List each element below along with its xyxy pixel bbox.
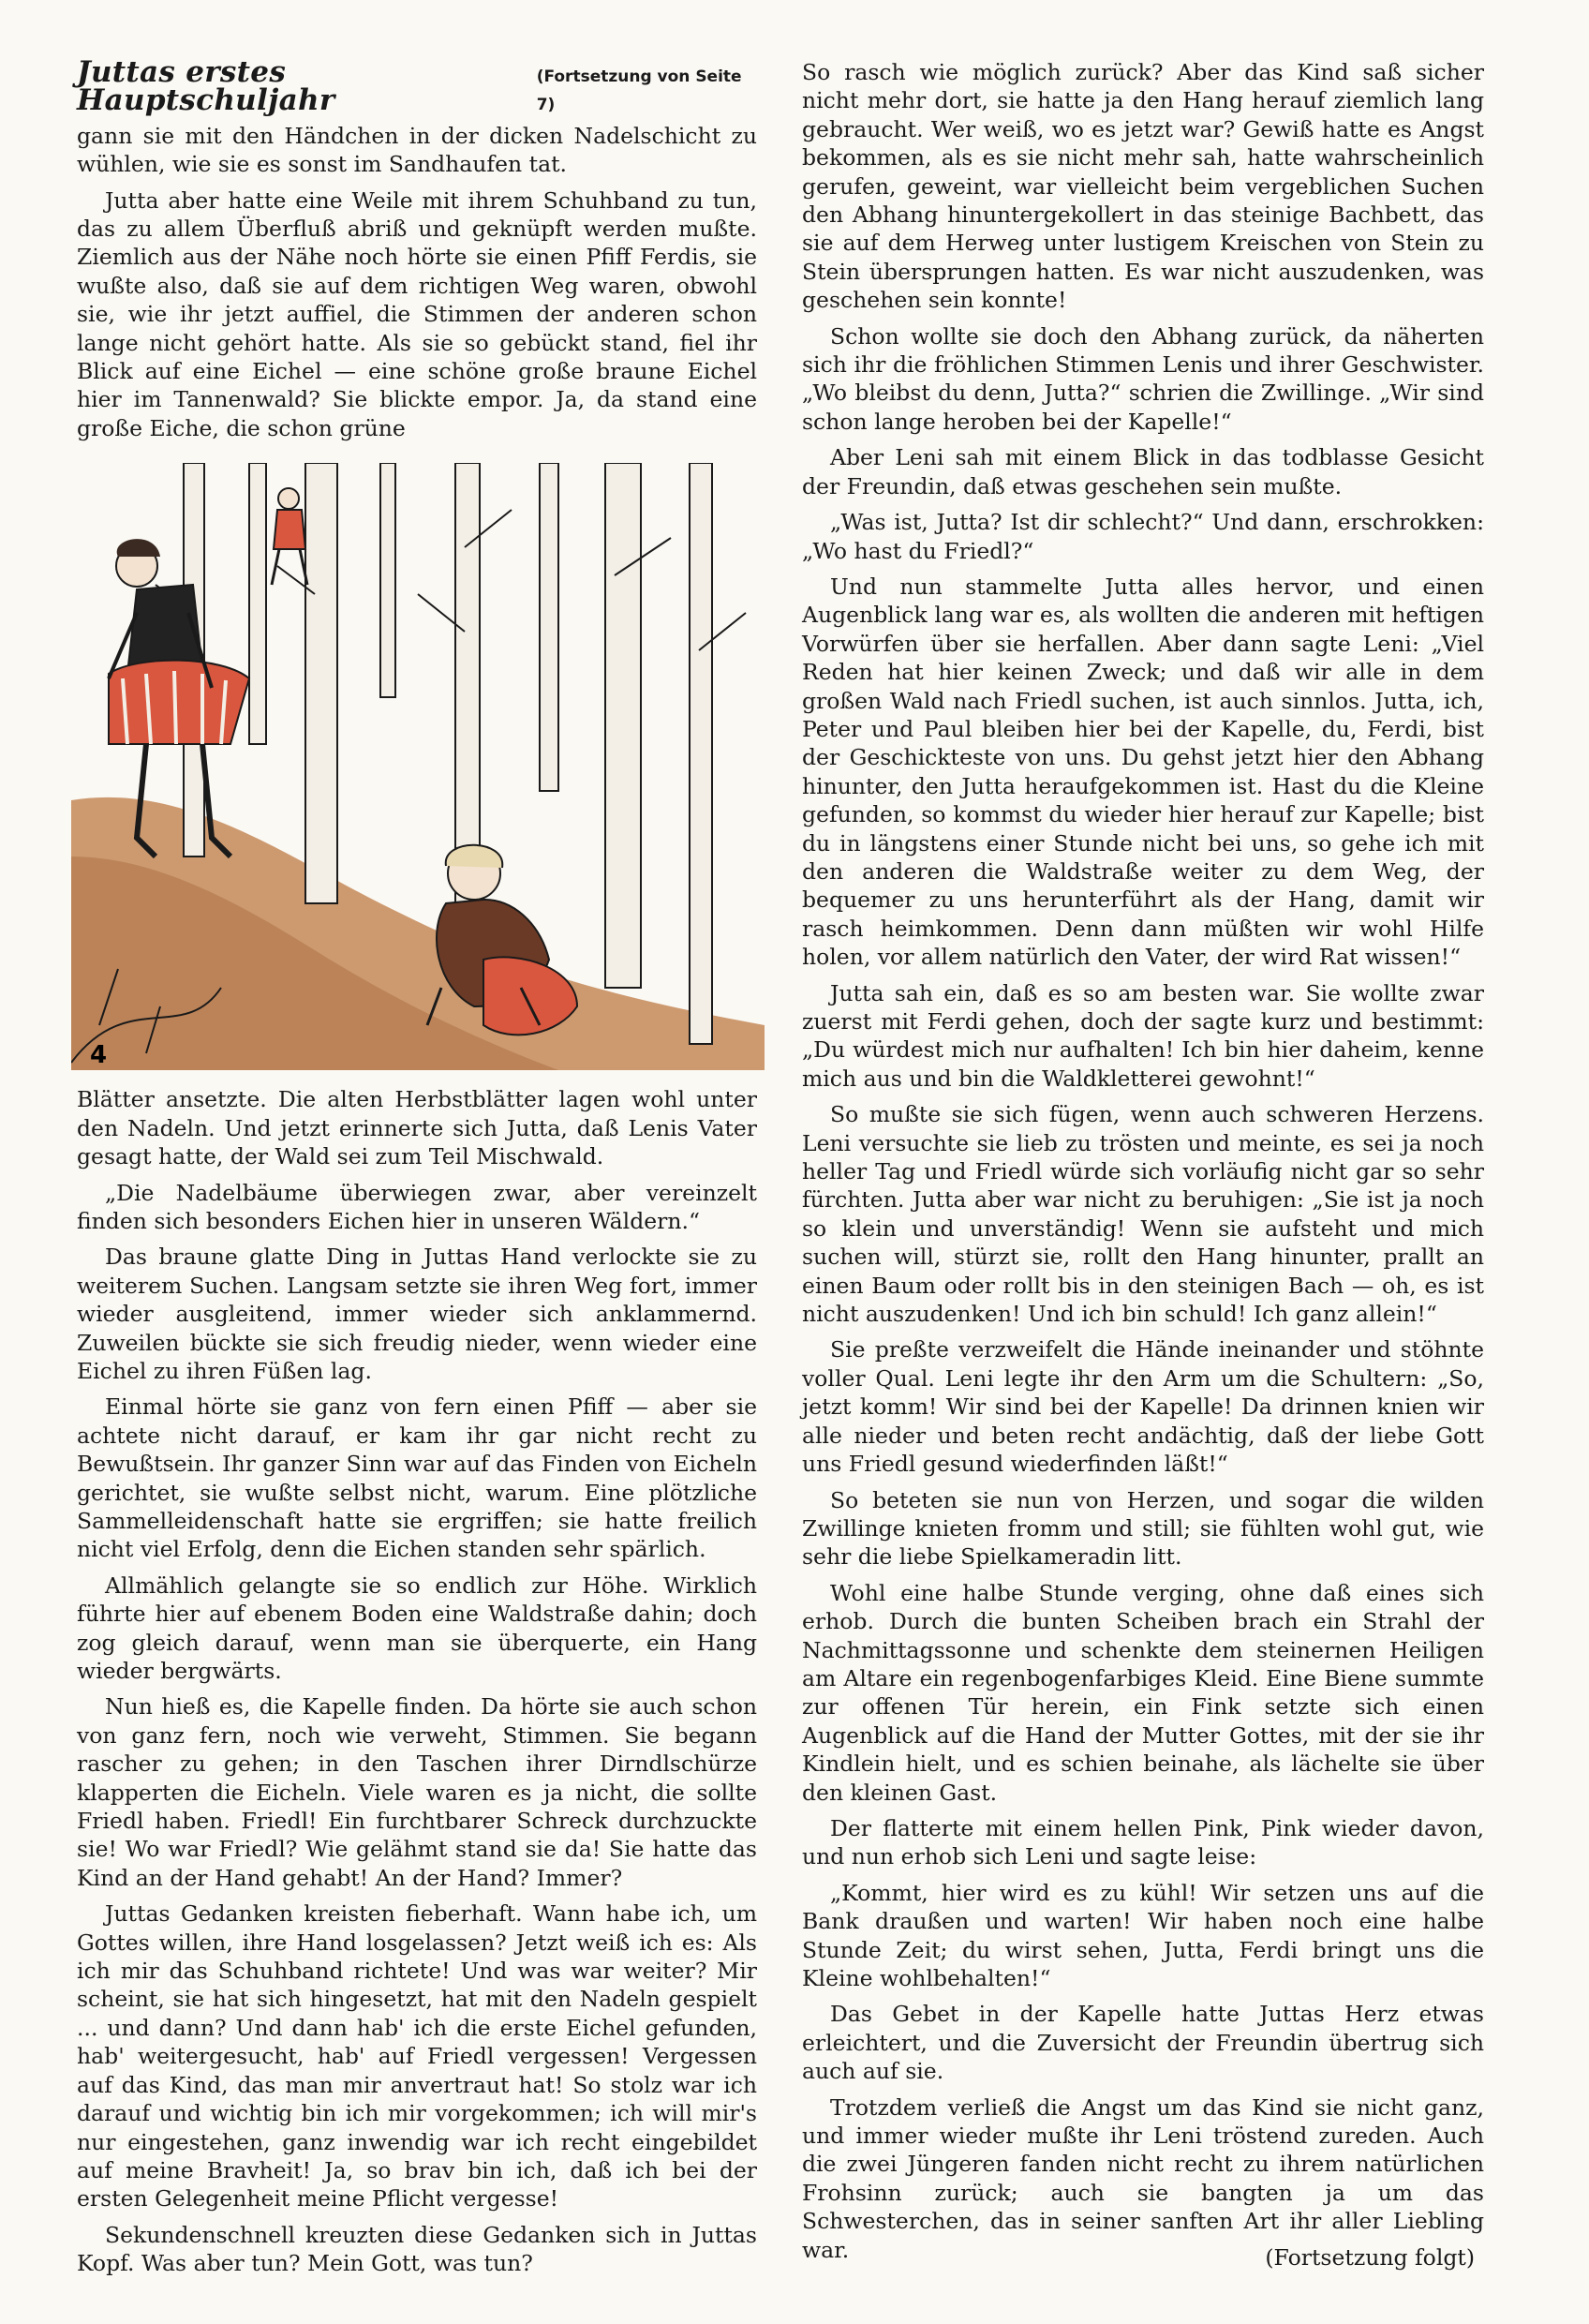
paragraph: Das braune glatte Ding in Juttas Hand verlockte sie zu weiterem Suchen. Langsam setzte sie ihren Weg fort, immer wieder ausgleitend, immer wieder sich anklammernd. Zuweilen bückte sie sich freudig nieder, wenn wieder eine Eichel zu ihren Füßen lag. (77, 1244, 757, 1384)
paragraph: gann sie mit den Händchen in der dicken Nadelschicht zu wühlen, wie sie es sonst im Sandhaufen tat. (77, 122, 757, 178)
paragraph: Jutta sah ein, daß es so am besten war. Sie wollte zwar zuerst mit Ferdi gehen, doch der sagte kurz und bestimmt: „Du würdest mich nur aufhalten! Ich bin hier daheim, kenne mich aus und bin die Waldkletterei gewohnt!“ (802, 979, 1484, 1092)
article-header (77, 55, 757, 120)
paragraph: Schon wollte sie doch den Abhang zurück, da näherten sich ihr die fröhlichen Stimmen Lenis und ihrer Geschwister. „Wo bleibst du denn, Jutta?“ schrien die Zwillinge. „Wir sind schon lange heroben bei der Kapelle!“ (802, 322, 1484, 435)
forest-illustration (71, 463, 765, 1070)
to-be-continued-note: (Fortsetzung folgt) (1265, 2244, 1475, 2272)
paragraph: So beteten sie nun von Herzen, und sogar die wilden Zwillinge knieten fromm und still; sie fühlten wohl gut, wie sehr die liebe Spielkameradin litt. (802, 1486, 1484, 1571)
boy-figure (272, 488, 307, 585)
paragraph: „Die Nadelbäume überwiegen zwar, aber vereinzelt finden sich besonders Eichen hier in unseren Wäldern.“ (77, 1179, 757, 1234)
paragraph: Nun hieß es, die Kapelle finden. Da hörte sie auch schon von ganz fern, noch wie verweht, Stimmen. Sie begann rascher zu gehen; in den Taschen ihrer Dirndlschürze klapperten die Eicheln. Viele waren es ja nicht, die sollte Friedl haben. Friedl! Ein furchtbarer Schreck durchzuckte sie! Wo war Friedl? Wie gelähmt stand sie da! Sie hatte das Kind an der Hand gehabt! An der Hand? Immer? (77, 1693, 757, 1891)
paragraph: Juttas Gedanken kreisten fieberhaft. Wann habe ich, um Gottes willen, ihre Hand losgelassen? Jetzt weiß ich es: Als ich mir das Schuhband richtete! Und was war weiter? Mir scheint, sie hat sich hingesetzt, hat mit den Nadeln gespielt ... und dann? Und dann hab' ich die erste Eichel gefunden, hab' weitergesucht, hab' auf Friedl vergessen! Vergessen auf das Kind, das man mir anvertraut hat! So stolz war ich darauf und wichtig bin ich mir vorgekommen; ich will mir's nur eingestehen, ganz inwendig war ich recht eingebildet auf meine Bravheit! Ja, so brav bin ich, daß ich bei der ersten Gelegenheit meine Pflicht vergesse! (77, 1900, 757, 2212)
paragraph: Trotzdem verließ die Angst um das Kind sie nicht ganz, und immer wieder mußte ihr Leni tröstend zureden. Auch die zwei Jüngeren fanden nicht recht zu ihrem natürlichen Frohsinn zurück; auch sie bangten ja um das Schwesterchen, das in seiner sanften Art ihr aller Liebling war. (802, 2093, 1484, 2263)
paragraph: Aber Leni sah mit einem Blick in das todblasse Gesicht der Freundin, daß etwas geschehen sein mußte. (802, 444, 1484, 499)
paragraph: Allmählich gelangte sie so endlich zur Höhe. Wirklich führte hier auf ebenem Boden eine Waldstraße dahin; doch zog gleich darauf, wenn man sie überquerte, ein Hang wieder bergwärts. (77, 1572, 757, 1684)
paragraph: Der flatterte mit einem hellen Pink, Pink wieder davon, und nun erhob sich Leni und sagte leise: (802, 1814, 1484, 1870)
paragraph: „Kommt, hier wird es zu kühl! Wir setzen uns auf die Bank draußen und warten! Wir haben noch eine halbe Stunde Zeit; du wirst sehen, Jutta, Ferdi bringt uns die Kleine wohlbehalten!“ (802, 1879, 1484, 1991)
paragraph: So rasch wie möglich zurück? Aber das Kind saß sicher nicht mehr dort, sie hatte ja den Hang herauf ziemlich lang gebraucht. Wer weiß, wo es jetzt war? Gewiß hatte es Angst bekommen, als es sie nicht mehr sah, hatte wahrscheinlich gerufen, geweint, war vielleicht beim vergeblichen Suchen den Abhang hinuntergekollert in das steinige Bachbett, das sie auf dem Herweg unter lustigem Kreischen von Stein zu Stein übersprungen hatten. Es war nicht auszudenken, was geschehen sein konnte! (802, 59, 1484, 314)
artist-mark: 4 (90, 1041, 108, 1070)
continuation-note: (Fortsetzung von Seite 7) (536, 67, 742, 115)
paragraph: Sekundenschnell kreuzten diese Gedanken sich in Juttas Kopf. Was aber tun? Mein Gott, was tun? (77, 2221, 757, 2277)
paragraph: So mußte sie sich fügen, wenn auch schweren Herzens. Leni versuchte sie lieb zu trösten und meinte, es sei ja noch heller Tag und Friedl würde sich vorläufig nicht gar so sehr fürchten. Jutta aber war nicht zu beruhigen: „Sie ist ja noch so klein und unverständig! Wenn sie aufsteht und mich suchen will, stürzt sie, rollt den Hang hinunter, prallt an einen Baum oder rollt bis in den steinigen Bach — oh, es ist nicht auszudenken! Und ich bin schuld! Ich ganz allein!“ (802, 1101, 1484, 1328)
paragraph: Das Gebet in der Kapelle hatte Juttas Herz etwas erleichtert, und die Zuversicht der Freundin übertrug sich auch auf sie. (802, 2001, 1484, 2085)
paragraph: „Was ist, Jutta? Ist dir schlecht?“ Und dann, erschrokken: „Wo hast du Friedl?“ (802, 509, 1484, 564)
article-title: Juttas erstes Hauptschuljahr (77, 55, 335, 118)
paragraph: Jutta aber hatte eine Weile mit ihrem Schuhband zu tun, das zu allem Überfluß abriß und geknüpft werden mußte. Ziemlich aus der Nähe noch hörte sie einen Pfiff Ferdis, sie wußte also, daß sie auf dem richtigen Weg waren, obwohl sie, wie ihr jetzt auffiel, die Stimmen der anderen schon lange nicht gehört hatte. Als sie so gebückt stand, fiel ihr Blick auf eine Eichel — eine schöne große braune Eichel hier im Tannenwald? Sie blickte empor. Ja, da stand eine große Eiche, die schon grüne (77, 186, 757, 441)
paragraph: Und nun stammelte Jutta alles hervor, und einen Augenblick lang war es, als wollten die anderen mit heftigen Vorwürfen über sie herfallen. Aber dann sagte Leni: „Viel Reden hat hier keinen Zweck; und daß wir alle in dem großen Wald nach Friedl suchen, ist auch sinnlos. Jutta, ich, Peter und Paul bleiben hier bei der Kapelle, du, Ferdi, bist der Geschickteste von uns. Du gehst jetzt hier den Abhang hinunter, den Jutta heraufgekommen ist. Hast du die Kleine gefunden, so kommst du wieder hier herauf zur Kapelle; bist du in längstens einer Stunde nicht bei uns, so gehe ich mit den anderen die Waldstraße weiter zu dem Weg, der bequemer zu uns herunterführt als der Hang, damit wir rasch heimkommen. Denn dann müßten wir wohl Hilfe holen, vor allem natürlich den Vater, der wird Rat wissen!“ (802, 573, 1484, 971)
paragraph: Wohl eine halbe Stunde verging, ohne daß eines sich erhob. Durch die bunten Scheiben brach ein Strahl der Nachmittagssonne und schenkte dem steinernen Heiligen am Altare ein regenbogenfarbiges Kleid. Eine Biene summte zur offenen Tür herein, ein Fink setzte sich einen Augenblick auf die Hand der Mutter Gottes, mit der sie ihr Kindlein hielt, und es schien beinahe, als lächelte sie über den kleinen Gast. (802, 1579, 1484, 1806)
right-column (802, 58, 1484, 2279)
paragraph: Einmal hörte sie ganz von fern einen Pfiff — aber sie achtete nicht darauf, er kam ihr gar nicht recht zu Bewußtsein. Ihr ganzer Sinn war auf das Finden von Eicheln gerichtet, sie wußte selbst nicht, warum. Eine plötzliche Sammelleidenschaft hatte sie ergriffen; sie hatte freilich nicht viel Erfolg, denn die Eichen standen sehr spärlich. (77, 1393, 757, 1563)
paragraph: Blätter ansetzte. Die alten Herbstblätter lagen wohl unter den Nadeln. Und jetzt erinnerte sich Jutta, daß Lenis Vater gesagt hatte, der Wald sei zum Teil Mischwald. (77, 1086, 757, 1170)
paragraph: Sie preßte verzweifelt die Hände ineinander und stöhnte voller Qual. Leni legte ihr den Arm um die Schultern: „So, jetzt komm! Wir sind bei der Kapelle! Da drinnen knien wir alle nieder und beten recht andächtig, daß der liebe Gott uns Friedl gesund wiederfinden läßt!“ (802, 1336, 1484, 1478)
left-column (77, 55, 757, 2286)
